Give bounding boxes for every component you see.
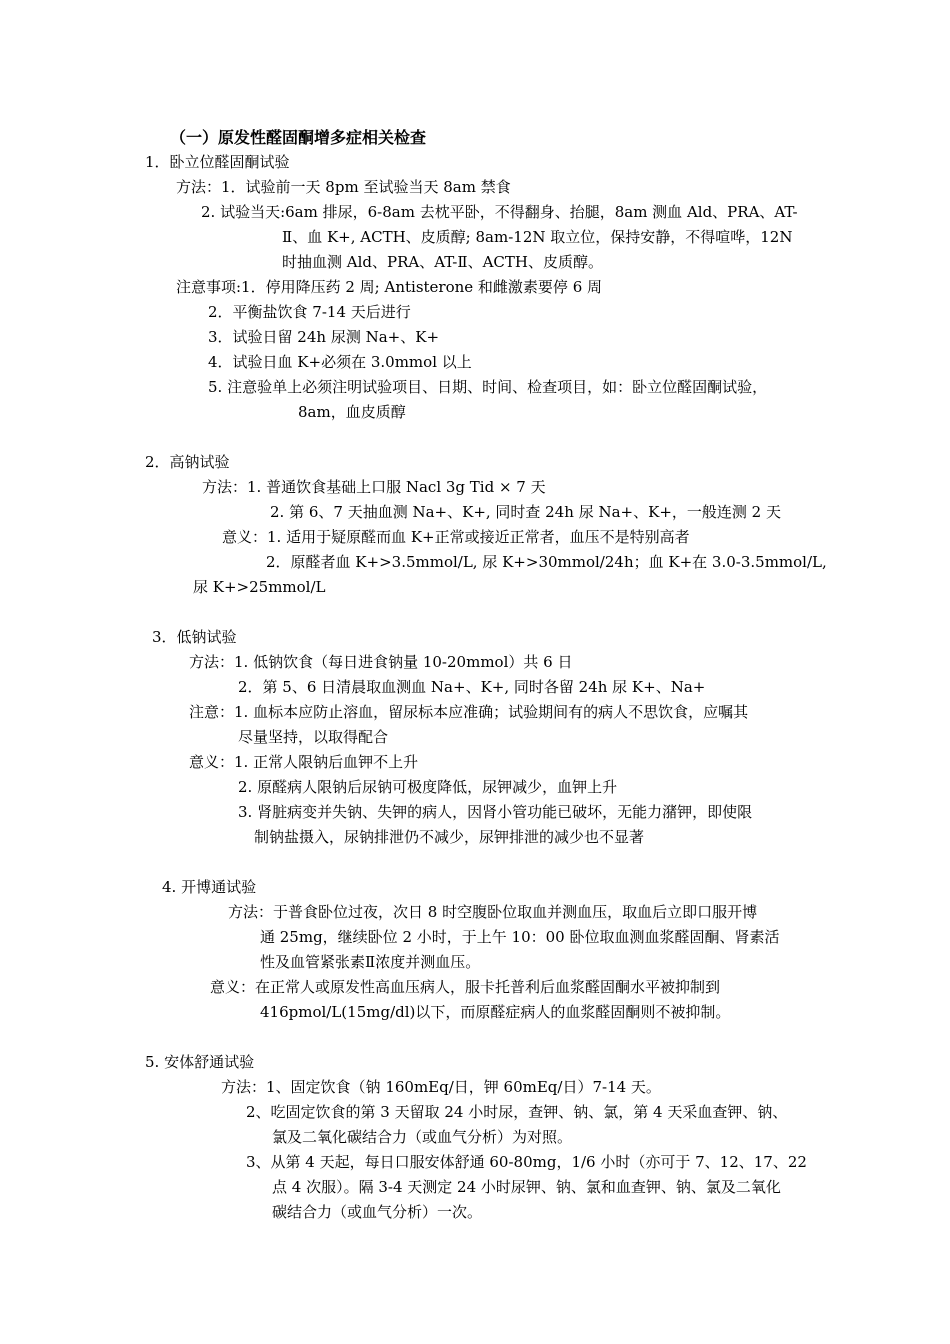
text-line: Ⅱ、血 K+, ACTH、皮质醇; 8am-12N 取立位，保持安静，不得喧哗，12N [282,228,793,246]
text-line: 通 25mg，继续卧位 2 小时，于上午 10：00 卧位取血测血浆醛固酮、肾素活 [260,928,780,946]
text-line: 方法：1. 低钠饮食（每日进食钠量 10-20mmol）共 6 日 [189,653,573,671]
section-heading-5: 5. 安体舒通试验 [145,1053,255,1071]
text-line: 注意：1. 血标本应防止溶血，留尿标本应准确；试验期间有的病人不思饮食，应嘱其 [189,703,749,721]
text-line: 4．试验日血 K+必须在 3.0mmol 以上 [208,353,472,371]
text-line: 意义：1. 正常人限钠后血钾不上升 [189,753,419,771]
text-line: 制钠盐摄入，尿钠排泄仍不减少，尿钾排泄的减少也不显著 [254,828,645,846]
text-line: 方法：1、固定饮食（钠 160mEq/日，钾 60mEq/日）7-14 天。 [221,1078,661,1096]
text-line: 416pmol/L(15mg/dl)以下，而原醛症病人的血浆醛固酮则不被抑制。 [260,1003,731,1021]
text-line: 方法：1. 普通饮食基础上口服 Nacl 3g Tid × 7 天 [202,478,546,496]
text-line: 尿 K+>25mmol/L [193,578,326,596]
text-line: 2. 试验当天:6am 排尿，6-8am 去枕平卧，不得翻身、抬腿，8am 测血 Ald、PRA、AT- [201,203,798,221]
text-line: 2. 原醛病人限钠后尿钠可极度降低，尿钾减少，血钾上升 [238,778,618,796]
section-heading-3: 3．低钠试验 [152,628,237,646]
text-line: 点 4 次服）。隔 3-4 天测定 24 小时尿钾、钠、氯和血查钾、钠、氯及二氧化 [272,1178,781,1196]
section-heading-4: 4. 开博通试验 [162,878,257,896]
text-line: 3、从第 4 天起，每日口服安体舒通 60-80mg，1/6 小时（亦可于 7、12、17、22 [246,1153,807,1171]
text-line: 2、吃固定饮食的第 3 天留取 24 小时尿，查钾、钠、氯，第 4 天采血查钾、钠、 [246,1103,788,1121]
text-line: 2．原醛者血 K+>3.5mmol/L, 尿 K+>30mmol/24h；血 K+在 3.0-3.5mmol/L, [266,553,827,571]
text-line: 时抽血测 Ald、PRA、AT-Ⅱ、ACTH、皮质醇。 [282,253,603,271]
text-line: 尽量坚持，以取得配合 [238,728,389,746]
text-line: 方法：1．试验前一天 8pm 至试验当天 8am 禁食 [176,178,511,196]
text-line: 2．第 5、6 日清晨取血测血 Na+、K+, 同时各留 24h 尿 K+、Na+ [238,678,706,696]
text-line: 碳结合力（或血气分析）一次。 [272,1203,483,1221]
section-heading-1: 1．卧立位醛固酮试验 [145,153,290,171]
text-line: 3．试验日留 24h 尿测 Na+、K+ [208,328,440,346]
text-line: 2．平衡盐饮食 7-14 天后进行 [208,303,411,321]
text-line: 方法：于普食卧位过夜，次日 8 时空腹卧位取血并测血压，取血后立即口服开博 [228,903,758,921]
text-line: 意义：1. 适用于疑原醛而血 K+正常或接近正常者，血压不是特别高者 [222,528,690,546]
text-line: 3. 肾脏病变并失钠、失钾的病人，因肾小管功能已破坏，无能力潴钾，即使限 [238,803,753,821]
text-line: 氯及二氧化碳结合力（或血气分析）为对照。 [272,1128,573,1146]
page-title: （一）原发性醛固酮增多症相关检查 [170,128,427,147]
text-line: 注意事项:1．停用降压药 2 周; Antisterone 和雌激素要停 6 周 [176,278,603,296]
text-line: 5. 注意验单上必须注明试验项目、日期、时间、检查项目，如：卧立位醛固酮试验， [208,378,768,396]
text-line: 2. 第 6、7 天抽血测 Na+、K+, 同时查 24h 尿 Na+、K+，一般连测 2 天 [270,503,781,521]
text-line: 意义：在正常人或原发性高血压病人，服卡托普利后血浆醛固酮水平被抑制到 [210,978,721,996]
text-line: 8am，血皮质醇 [298,403,406,421]
section-heading-2: 2．高钠试验 [145,453,230,471]
text-line: 性及血管紧张素Ⅱ浓度并测血压。 [260,953,481,971]
